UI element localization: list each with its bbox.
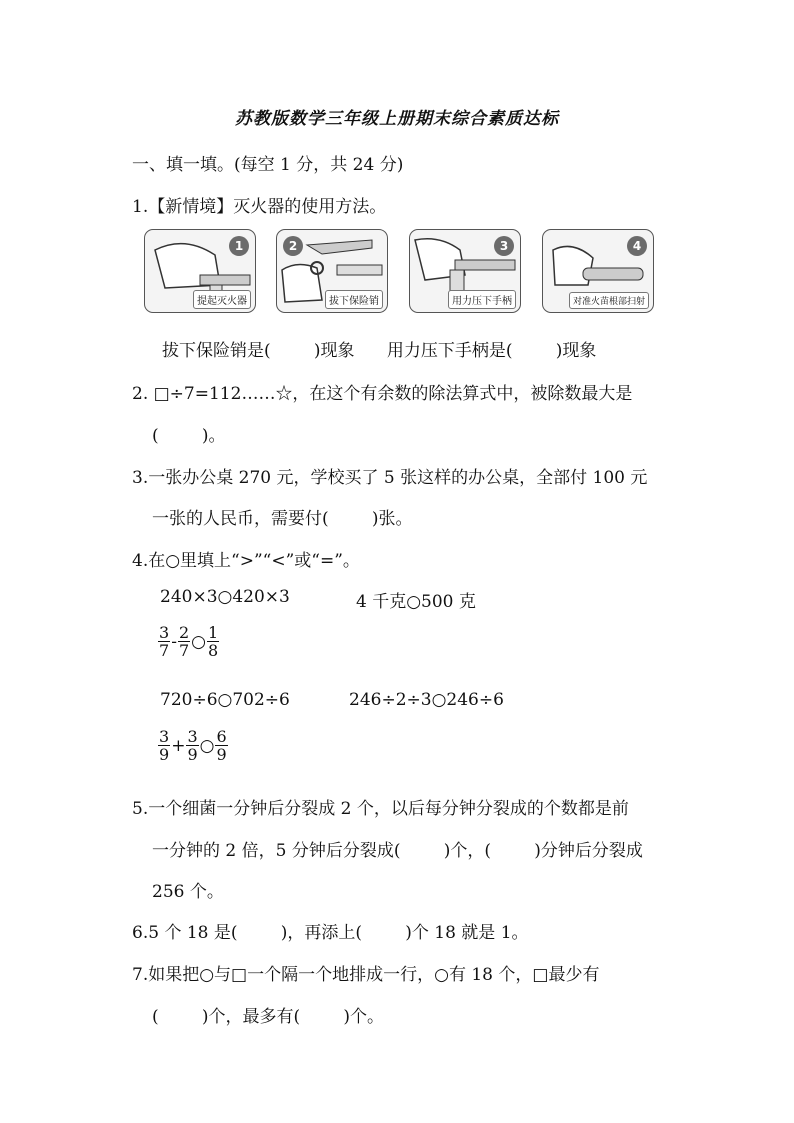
step-number-badge: 1 bbox=[229, 236, 249, 256]
step-panel-2 bbox=[276, 229, 388, 313]
step-caption: 对准火苗根部扫射 bbox=[569, 292, 649, 309]
step-number-badge: 3 bbox=[494, 236, 514, 256]
fraction: $\frac{1}{8}$ bbox=[207, 623, 219, 660]
step-panel-1 bbox=[144, 229, 256, 313]
fraction: $\frac{3}{9}$ bbox=[159, 727, 170, 764]
step-caption: 用力压下手柄 bbox=[448, 290, 516, 309]
question-2-line-1: 2. □÷7=112……☆，在这个有余数的除法算式中，被除数最大是 bbox=[132, 384, 633, 404]
step-number-badge: 4 bbox=[627, 236, 647, 256]
fraction-compare-1: $\frac{3}{7}$ - $\frac{2}{7}$ ○ $\frac{1}{8}$ bbox=[159, 623, 219, 660]
compare-row-1a: 240×3○420×3 bbox=[160, 587, 290, 607]
question-7-line-2: ( )个，最多有( )个。 bbox=[152, 1007, 384, 1027]
page-title: 苏教版数学三年级上册期末综合素质达标 bbox=[235, 109, 559, 129]
section-heading: 一、填一填。(每空 1 分，共 24 分) bbox=[132, 155, 404, 175]
step-panel-3 bbox=[409, 229, 521, 313]
question-4: 4.在○里填上“>”“<”或“=”。 bbox=[132, 551, 360, 571]
compare-circle: ○ bbox=[191, 631, 206, 652]
fraction: $\frac{3}{7}$ bbox=[159, 623, 170, 660]
question-1-answer-line: 拔下保险销是( )现象 用力压下手柄是( )现象 bbox=[162, 341, 597, 361]
question-5-line-2: 一分钟的 2 倍，5 分钟后分裂成( )个，( )分钟后分裂成 bbox=[152, 841, 643, 861]
fraction: $\frac{2}{7}$ bbox=[178, 623, 190, 660]
question-7-line-1: 7.如果把○与□一个隔一个地排成一行，○有 18 个，□最少有 bbox=[132, 965, 600, 985]
question-5-line-1: 5.一个细菌一分钟后分裂成 2 个，以后每分钟分裂成的个数都是前 bbox=[132, 799, 629, 819]
question-6: 6.5 个 18 是( )，再添上( )个 18 就是 1。 bbox=[132, 923, 529, 943]
fraction-compare-2: $\frac{3}{9}$ + $\frac{3}{9}$ ○ $\frac{6}{9}$ bbox=[159, 727, 227, 764]
compare-row-1b: 4 千克○500 克 bbox=[356, 592, 476, 612]
step-caption: 拔下保险销 bbox=[325, 290, 383, 309]
compare-row-3a: 720÷6○702÷6 bbox=[160, 690, 290, 710]
fraction: $\frac{3}{9}$ bbox=[187, 727, 198, 764]
question-5-line-3: 256 个。 bbox=[152, 882, 224, 902]
question-1: 1.【新情境】灭火器的使用方法。 bbox=[132, 197, 387, 217]
compare-row-3b: 246÷2÷3○246÷6 bbox=[349, 690, 504, 710]
question-3-line-1: 3.一张办公桌 270 元，学校买了 5 张这样的办公桌，全部付 100 元 bbox=[132, 468, 648, 488]
compare-circle: ○ bbox=[199, 735, 215, 756]
question-2-line-2: ( )。 bbox=[152, 426, 226, 446]
step-number-badge: 2 bbox=[283, 236, 303, 256]
step-panel-4 bbox=[542, 229, 654, 313]
question-3-line-2: 一张的人民币，需要付( )张。 bbox=[152, 509, 413, 529]
fraction: $\frac{6}{9}$ bbox=[216, 727, 227, 764]
step-caption: 提起灭火器 bbox=[193, 290, 251, 309]
